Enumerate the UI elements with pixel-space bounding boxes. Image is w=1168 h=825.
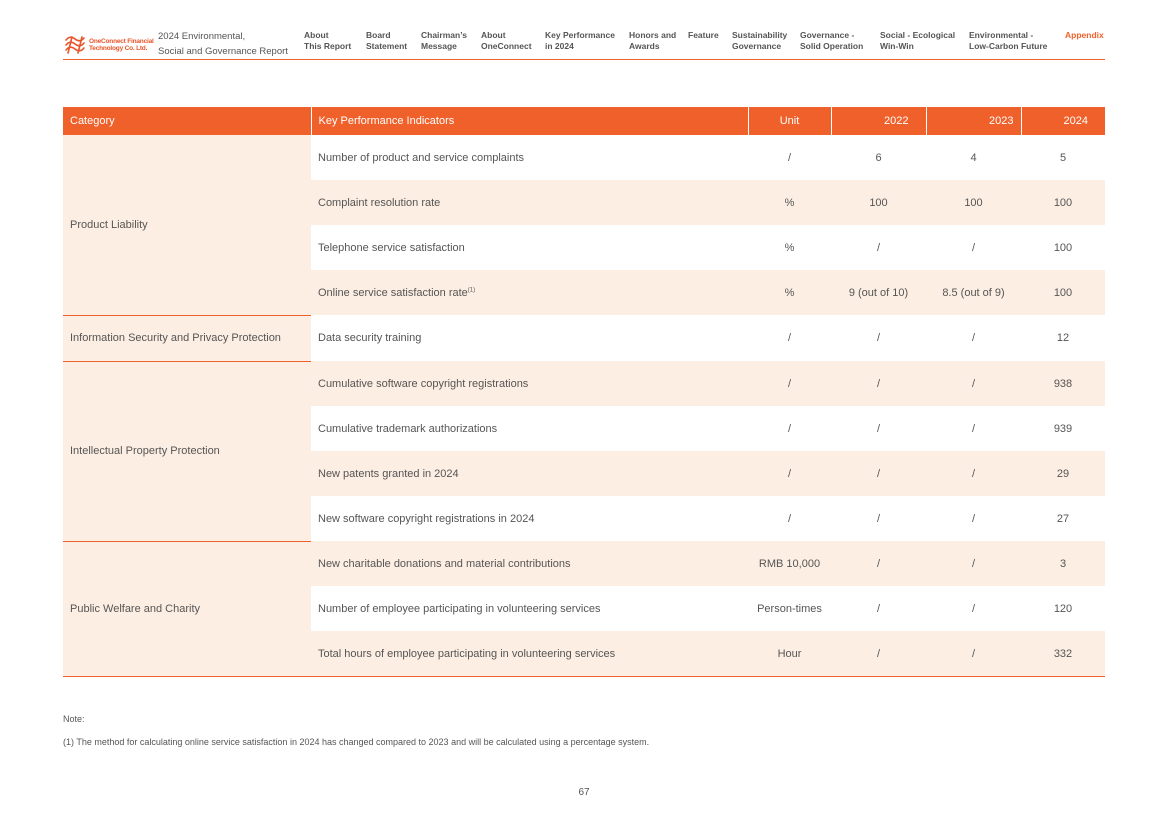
table-row xyxy=(63,315,1105,361)
nav-governance-solid-operation[interactable]: Governance - Solid Operation xyxy=(800,30,864,51)
value-2023-cell: / xyxy=(971,241,976,254)
nav-environmental-low-carbon[interactable]: Environmental - Low-Carbon Future xyxy=(969,30,1048,51)
nav-sustainability-governance[interactable]: Sustainability Governance xyxy=(732,30,788,51)
footnote-marker: (1) xyxy=(467,286,476,293)
value-2022-cell: / xyxy=(876,422,881,435)
value-2024-cell: 29 xyxy=(1021,451,1105,496)
unit-cell: Hour xyxy=(748,631,831,677)
unit-cell: / xyxy=(748,451,831,496)
category-cell: Public Welfare and Charity xyxy=(63,541,311,677)
company-name-line2: Technology Co. Ltd. xyxy=(89,45,148,52)
company-name xyxy=(89,38,154,52)
kpi-cell: Telephone service satisfaction xyxy=(318,241,465,254)
value-2022-cell: / xyxy=(831,541,926,586)
category-cell: Intellectual Property Protection xyxy=(63,361,311,541)
unit-cell: / xyxy=(787,512,792,525)
value-2022-cell: / xyxy=(831,361,926,406)
nav-social-ecological[interactable]: Social - Ecological Win-Win xyxy=(880,30,956,51)
value-2024-cell: 120 xyxy=(1053,602,1073,615)
value-2024-cell: 938 xyxy=(1021,361,1105,406)
nav-feature[interactable]: Feature xyxy=(688,30,719,40)
value-2024-cell: 100 xyxy=(1053,241,1073,254)
kpi-table xyxy=(63,107,1105,677)
kpi-cell: Complaint resolution rate xyxy=(311,180,748,225)
value-2024-cell: 5 xyxy=(1059,151,1067,164)
unit-cell: / xyxy=(748,361,831,406)
value-2023-cell: / xyxy=(971,512,976,525)
value-2023-cell: 8.5 (out of 9) xyxy=(926,270,1021,315)
value-2022-cell: / xyxy=(831,631,926,677)
kpi-text: Online service satisfaction rate xyxy=(318,286,468,299)
kpi-cell: New charitable donations and material contributions xyxy=(311,541,748,586)
table-row xyxy=(63,541,1105,586)
value-2024-cell: 27 xyxy=(1056,512,1070,525)
page-number: 67 xyxy=(578,787,590,798)
value-2023-cell: 4 xyxy=(970,151,977,164)
header-2024: 2024 xyxy=(1021,107,1105,135)
nav-key-performance[interactable]: Key Performance in 2024 xyxy=(545,30,615,51)
value-2024-cell: 939 xyxy=(1053,422,1073,435)
table-row xyxy=(63,135,1105,180)
value-2023-cell: / xyxy=(926,451,1021,496)
value-2022-cell: / xyxy=(876,241,881,254)
value-2023-cell: / xyxy=(971,602,976,615)
footnote-1: (1) The method for calculating online service satisfaction in 2024 has changed compared to 2023 and will be calculated using a percentage system. xyxy=(63,737,650,747)
unit-cell: / xyxy=(787,422,792,435)
value-2023-cell: / xyxy=(926,631,1021,677)
unit-cell: Person-times xyxy=(757,602,822,615)
nav-appendix[interactable]: Appendix xyxy=(1065,30,1104,40)
value-2023-cell: / xyxy=(971,332,976,344)
value-2024-cell: 100 xyxy=(1021,180,1105,225)
value-2022-cell: 6 xyxy=(875,151,882,164)
nav-about-this-report[interactable]: About This Report xyxy=(304,30,352,51)
unit-cell: % xyxy=(748,180,831,225)
value-2023-cell: / xyxy=(971,422,976,435)
report-title-line2: Social and Governance Report xyxy=(158,46,288,57)
value-2022-cell: 9 (out of 10) xyxy=(831,270,926,315)
value-2023-cell: / xyxy=(926,361,1021,406)
kpi-cell: Number of product and service complaints xyxy=(318,151,525,164)
note-label: Note: xyxy=(63,714,85,724)
value-2024-cell: 100 xyxy=(1021,270,1105,315)
kpi-cell: Number of employee participating in volunteering services xyxy=(318,602,601,615)
kpi-cell: New software copyright registrations in 2024 xyxy=(318,512,535,525)
report-title-line1: 2024 Environmental, xyxy=(158,31,246,42)
table-header-row xyxy=(63,107,1105,135)
report-title xyxy=(158,29,288,59)
value-2022-cell: / xyxy=(876,602,881,615)
unit-cell: % xyxy=(748,270,831,315)
category-cell: Information Security and Privacy Protection xyxy=(63,315,311,361)
unit-cell: RMB 10,000 xyxy=(748,541,831,586)
kpi-cell: Cumulative software copyright registrations xyxy=(311,361,748,406)
kpi-cell xyxy=(311,270,748,315)
value-2022-cell: / xyxy=(876,512,881,525)
value-2023-cell: / xyxy=(926,541,1021,586)
value-2022-cell: / xyxy=(876,332,881,344)
nav-honors-awards[interactable]: Honors and Awards xyxy=(629,30,677,51)
header-unit: Unit xyxy=(748,107,831,135)
nav-chairmans-message[interactable]: Chairman’s Message xyxy=(421,30,467,51)
category-cell: Product Liability xyxy=(63,135,311,315)
value-2024-cell: 12 xyxy=(1056,332,1070,344)
unit-cell: % xyxy=(784,241,795,254)
header-kpi: Key Performance Indicators xyxy=(311,107,748,135)
unit-cell: / xyxy=(787,332,792,344)
header-2022: 2022 xyxy=(831,107,926,135)
page-header xyxy=(63,28,1105,60)
kpi-cell: New patents granted in 2024 xyxy=(311,451,748,496)
header-2023: 2023 xyxy=(926,107,1021,135)
value-2024-cell: 332 xyxy=(1021,631,1105,677)
value-2022-cell: / xyxy=(831,451,926,496)
value-2024-cell: 3 xyxy=(1021,541,1105,586)
value-2022-cell: 100 xyxy=(831,180,926,225)
kpi-cell: Cumulative trademark authorizations xyxy=(318,422,498,435)
kpi-cell: Total hours of employee participating in volunteering services xyxy=(311,631,748,677)
table-row xyxy=(63,361,1105,406)
kpi-cell: Data security training xyxy=(318,332,422,344)
nav-board-statement[interactable]: Board Statement xyxy=(366,30,408,51)
company-name-line1: OneConnect Financial xyxy=(89,38,154,45)
value-2023-cell: 100 xyxy=(926,180,1021,225)
unit-cell: / xyxy=(787,151,792,164)
nav-about-oneconnect[interactable]: About OneConnect xyxy=(481,30,532,51)
oneconnect-logo-icon xyxy=(63,34,87,56)
header-category: Category xyxy=(63,107,311,135)
